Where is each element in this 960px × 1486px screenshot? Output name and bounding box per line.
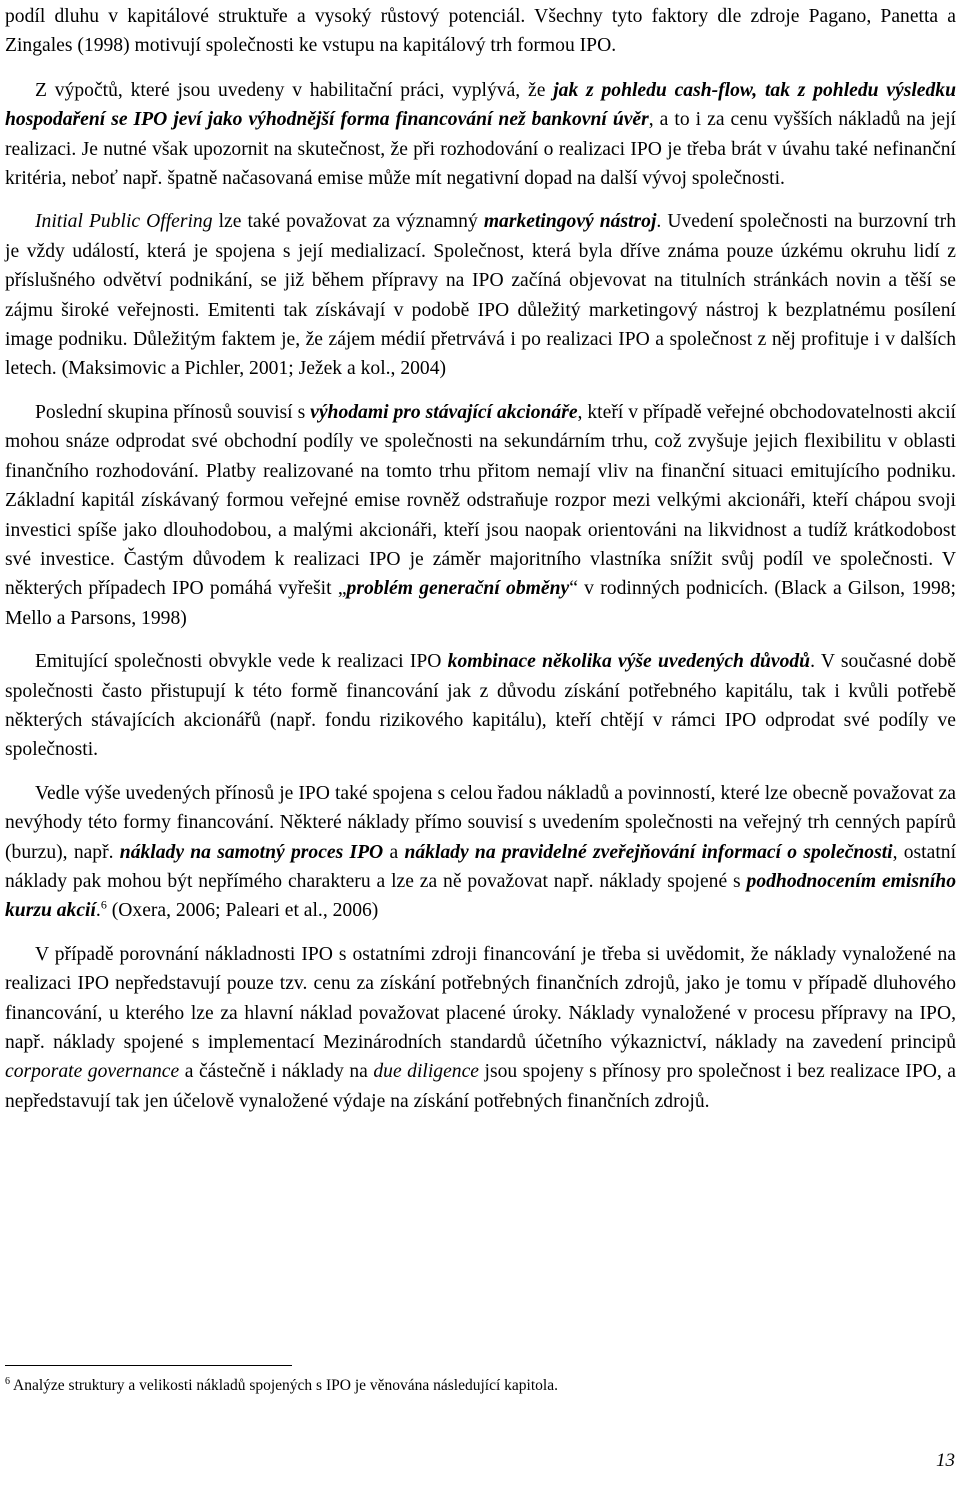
paragraph-4-text-c: , kteří v případě veřejné obchodovatelnosti akcií mohou snáze odprodat své obchodní podíly ve společnosti na sekundárním trhu, což zvyšuje jejich flexibilitu v oblasti finančního rozhodování. Platby realizované na tomto trhu přitom nemají vliv na finanční situaci emitujícího podniku. Základní kapitál získávaný formou veřejné emise rovněž odstraňuje rozpor mezi velkými akcionáři, kteří chápou svoji investici spíše jako dlouhodobou, a malými akcionáři, kteří jsou naopak orientováni na likvidnost a tudíž krátkodobost své investice. Častým důvodem k realizaci IPO je záměr majoritního vlastníka snížit svůj podíl ve společnosti. V některých případech IPO pomáhá vyřešit „ [5,401,956,600]
document-body [5,0,956,1116]
paragraph-5-emphasis: kombinace několika výše uvedených důvodů [447,651,811,673]
paragraph-6-text-c: a [383,841,405,863]
paragraph-3 [5,207,956,383]
paragraph-4-text-a: Poslední skupina přínosů souvisí s [35,401,311,423]
paragraph-6-text-e: , ostatní náklady pak mohou být nepřímého charakteru a lze za ně považovat např. náklady spojené s [5,841,957,892]
paragraph-6 [5,779,956,926]
paragraph-7-term-1: corporate governance [5,1061,180,1083]
paragraph-1 [5,2,956,61]
paragraph-2-text-c: , a to i za cenu vyšších nákladů na její realizaci. Je nutné však upozornit na skutečnost, že při rozhodování o realizaci IPO je třeba brát v úvahu také nefinanční kritéria, neboť např. špatně načasovaná emise může mít negativní dopad na další vývoj společnosti. [5,109,956,190]
paragraph-7-text-e: jsou spojeny s přínosy pro společnost i bez realizace IPO, a nepředstavují tak jen účelově vynaložené výdaje na získání potřebných finančních zdrojů. [5,1061,956,1112]
paragraph-4 [5,398,956,633]
footnote-divider [5,1365,292,1366]
paragraph-6-emphasis-3: podhodnocením emisního kurzu akcií [5,870,956,922]
paragraph-7 [5,940,956,1116]
paragraph-5 [5,647,956,765]
paragraph-3-emphasis: marketingový nástroj [483,211,657,233]
paragraph-2 [5,76,956,194]
paragraph-4-emphasis-1: výhodami pro stávající akcionáře [310,401,578,423]
footnote-reference[interactable]: 6 [100,897,107,912]
footnote-text: Analýze struktury a velikosti nákladů spojených s IPO je věnována následující kapitola. [10,1377,558,1394]
paragraph-6-text-g: . [95,900,101,922]
paragraph-2-emphasis: jak z pohledu cash-flow, tak z pohledu výsledku hospodaření se IPO jeví jako výhodnější forma financování než bankovní úvěr [5,79,956,131]
page-number: 13 [936,1450,955,1471]
paragraph-4-emphasis-2: problém generační obměny [346,578,570,600]
paragraph-7-text-c: a částečně i náklady na [179,1061,374,1083]
paragraph-3-text-b: lze také považovat za významný [212,211,484,233]
paragraph-7-term-2: due diligence [373,1061,479,1083]
paragraph-5-text-a: Emitující společnosti obvykle vede k realizaci IPO [35,651,448,673]
paragraph-3-term: Initial Public Offering [35,211,213,233]
paragraph-1-text: podíl dluhu v kapitálové struktuře a vysoký růstový potenciál. Všechny tyto faktory dle zdroje Pagano, Panetta a Zingales (1998) motivují společnosti ke vstupu na kapitálový trh formou IPO. [5,6,956,57]
paragraph-6-emphasis-2: náklady na pravidelné zveřejňování informací o společnosti [404,841,893,863]
paragraph-6-text-a: Vedle výše uvedených přínosů je IPO také spojena s celou řadou nákladů a povinností, které lze obecně považovat za nevýhody této formy financování. Některé náklady přímo souvisí s uvedením společnosti na veřejný trh cenných papírů (burzu), např. [5,782,956,863]
paragraph-2-text-a: Z výpočtů, které jsou uvedeny v habilitační práci, vyplývá, že [35,79,554,101]
paragraph-7-text-a: V případě porovnání nákladnosti IPO s ostatními zdroji financování je třeba si uvědomit, že náklady vynaložené na realizaci IPO nepředstavují pouze tzv. cenu za získání potřebných finančních zdrojů, jako je tomu v případě dluhového financování, u kterého lze za hlavní náklad považovat placené úroky. Náklady vynaložené v procesu přípravy na IPO, např. náklady spojené s implementací Mezinárodních standardů účetního výkaznictví, náklady na zavedení principů [5,943,956,1053]
paragraph-5-text-c: . V současné době společnosti často přistupují k této formě financování jak z důvodu získání potřebného kapitálu, tak i kvůli potřebě některých stávajících akcionářů (např. fondu rizikového kapitálu), kteří chtějí v rámci IPO odprodat své podíly ve společnosti. [5,651,956,761]
footnote-number: 6 [5,1375,10,1387]
paragraph-4-text-e: “ v rodinných podnicích. (Black a Gilson, 1998; Mello a Parsons, 1998) [5,578,956,629]
paragraph-3-text-d: . Uvedení společnosti na burzovní trh je vždy událostí, která je spojena s její medializací. Společnost, která byla dříve známa pouze úzkému okruhu lidí z příslušného odvětví podnikání, se již během přípravy na IPO začíná objevovat na titulních stránkách novin a těší se zájmu široké veřejnosti. Emitenti tak získávají v podobě IPO důležitý marketingový nástroj k bezplatnému posílení image podniku. Důležitým faktem je, že zájem médií přetrvává i po realizaci IPO a společnost z něj profituje i v dalších letech. (Maksimovic a Pichler, 2001; Ježek a kol., 2004) [5,211,956,380]
paragraph-6-text-h: (Oxera, 2006; Paleari et al., 2006) [106,900,379,922]
footnote [5,1376,558,1396]
paragraph-6-emphasis-1: náklady na samotný proces IPO [119,841,384,863]
